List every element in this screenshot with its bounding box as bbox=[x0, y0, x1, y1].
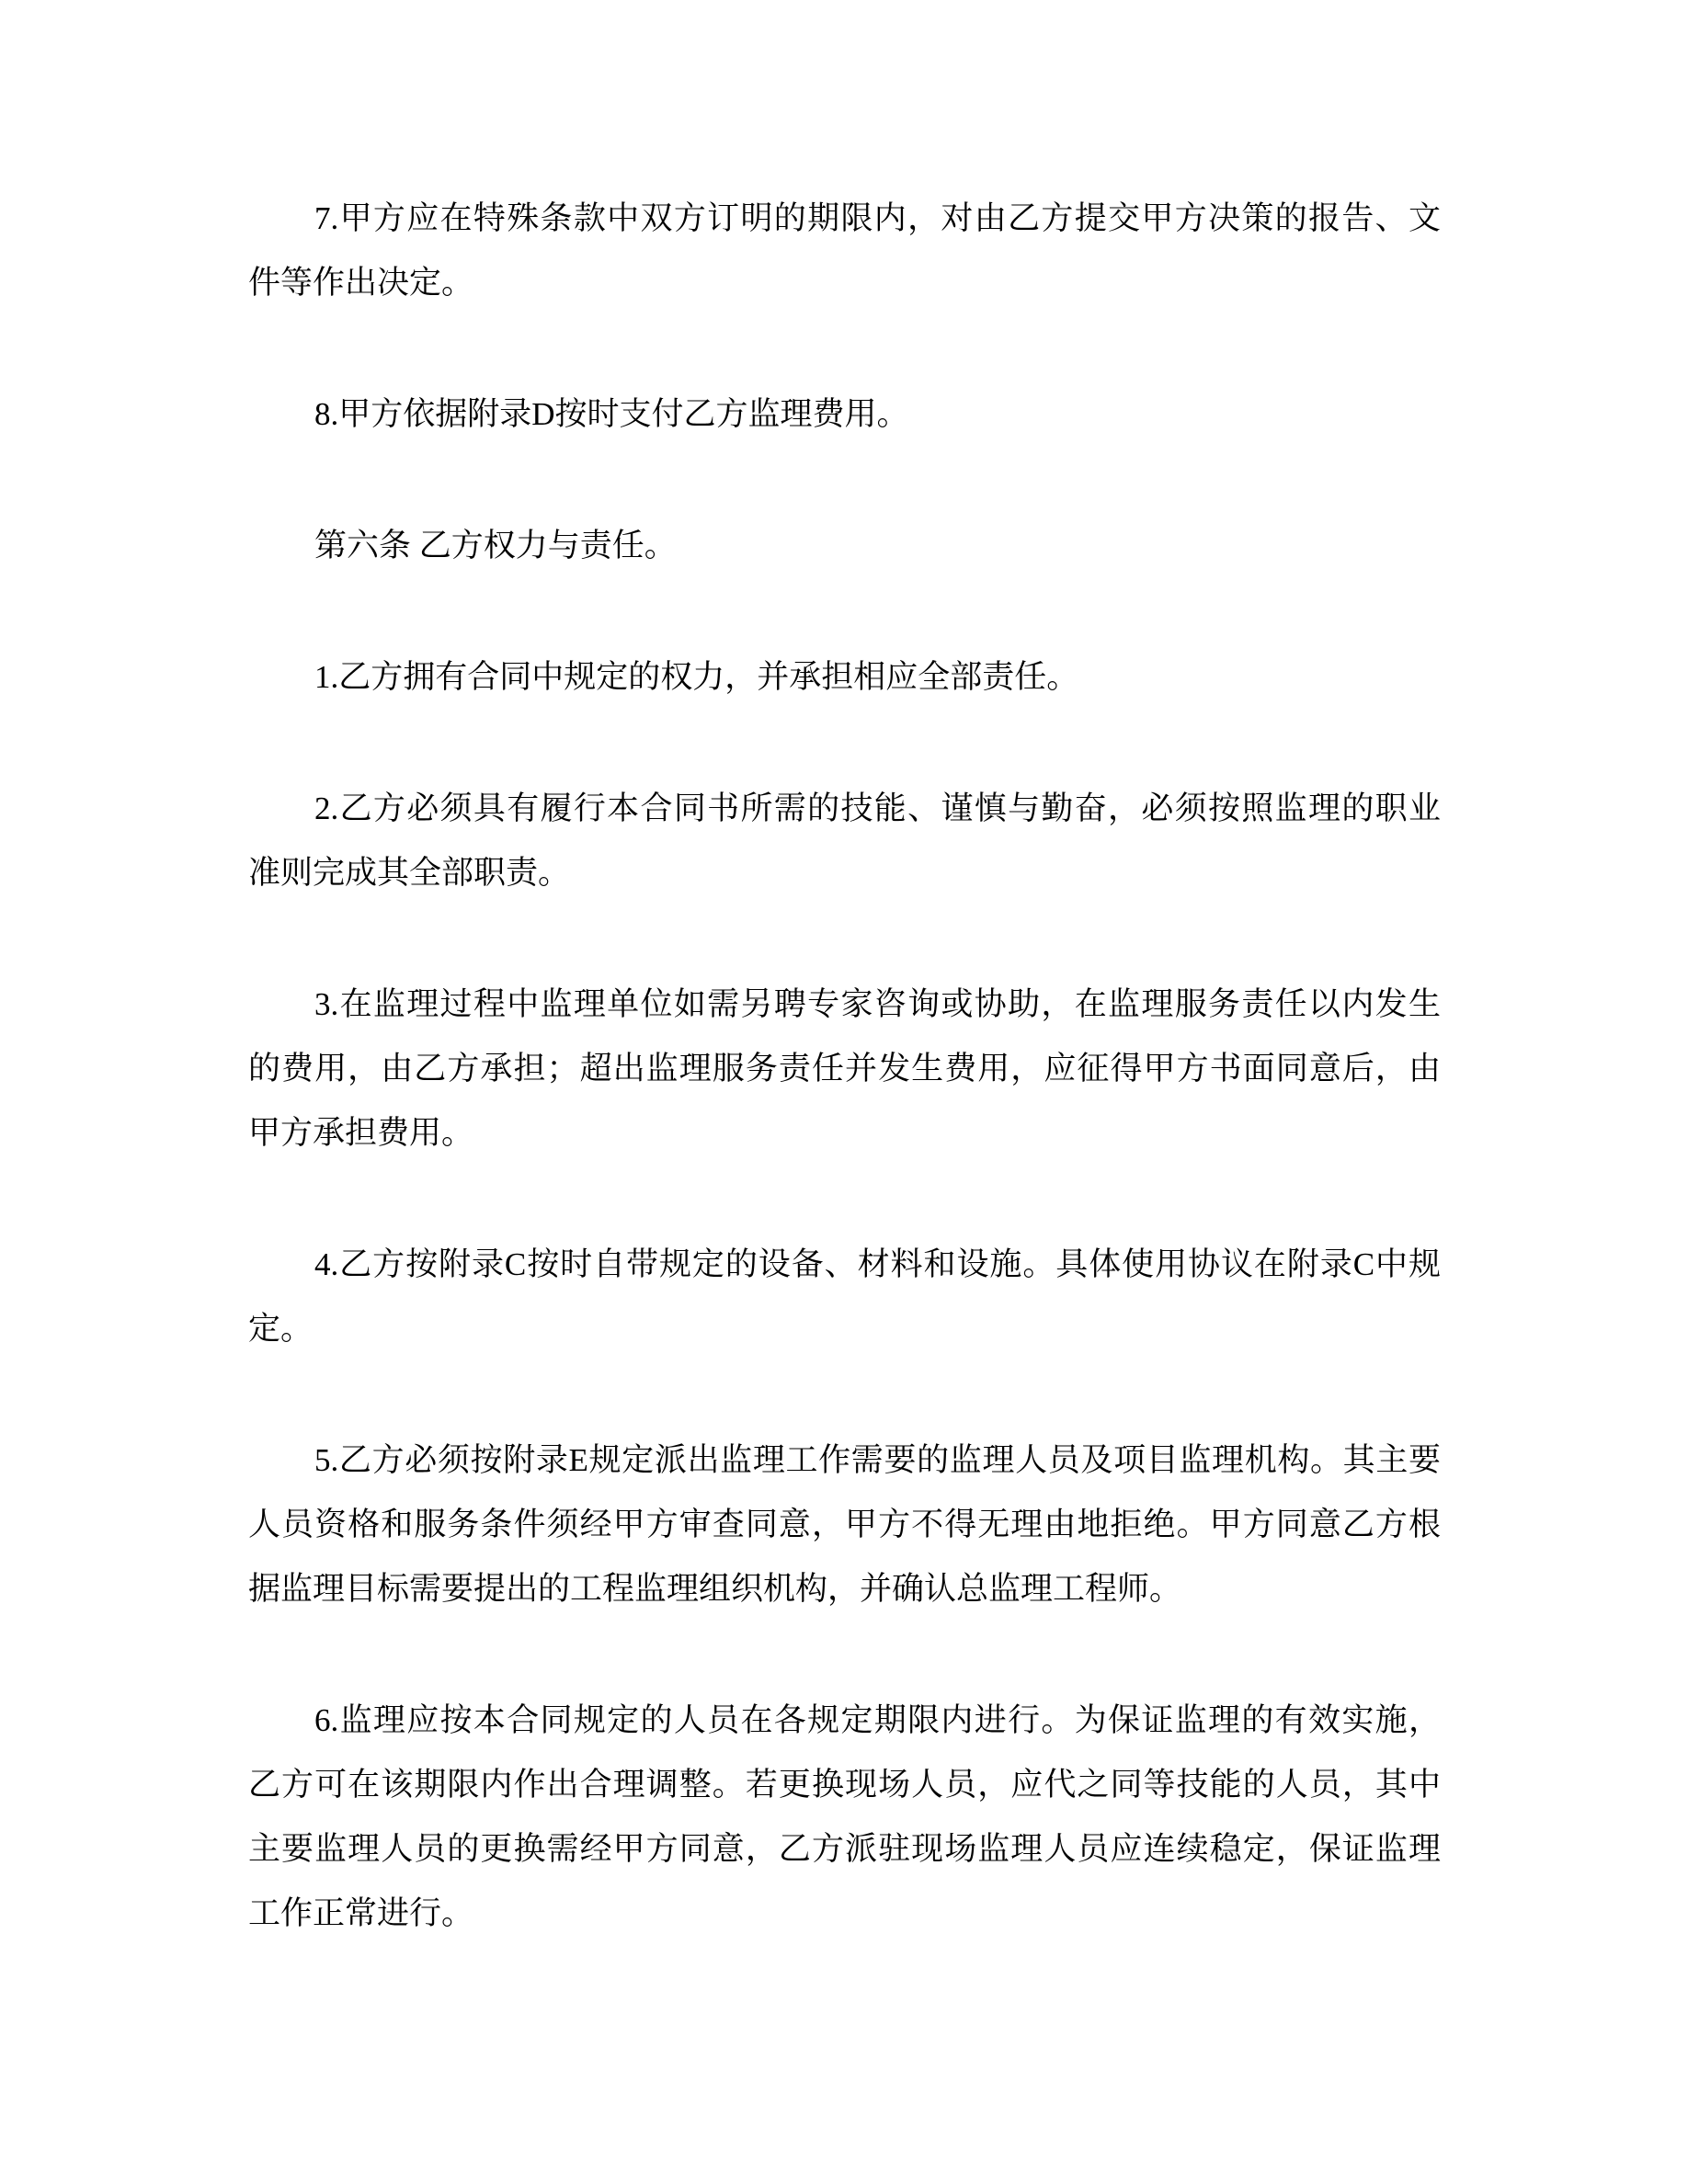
clause-8 bbox=[248, 382, 1441, 447]
document-body bbox=[248, 187, 1441, 1946]
text-line: 6.监理应按本合同规定的人员在各规定期限内进行。为保证监理的有效实施， bbox=[314, 1702, 1441, 1738]
text-line: 定。 bbox=[248, 1311, 314, 1347]
text-line: 主要监理人员的更换需经甲方同意，乙方派驻现场监理人员应连续稳定，保证监理 bbox=[248, 1831, 1441, 1867]
text-line: 1.乙方拥有合同中规定的权力，并承担相应全部责任。 bbox=[314, 659, 1079, 695]
text-line: 人员资格和服务条件须经甲方审查同意，甲方不得无理由地拒绝。甲方同意乙方根 bbox=[248, 1507, 1441, 1542]
article-6-item-6 bbox=[248, 1689, 1441, 1946]
text-line: 4.乙方按附录C按时自带规定的设备、材料和设施。具体使用协议在附录C中规 bbox=[314, 1246, 1441, 1282]
text-line: 的费用，由乙方承担；超出监理服务责任并发生费用，应征得甲方书面同意后，由 bbox=[248, 1051, 1441, 1086]
article-6-item-2 bbox=[248, 777, 1441, 905]
text-line: 第六条 乙方权力与责任。 bbox=[314, 528, 677, 563]
text-line: 3.在监理过程中监理单位如需另聘专家咨询或协助，在监理服务责任以内发生 bbox=[314, 986, 1441, 1022]
article-6-item-3 bbox=[248, 973, 1441, 1166]
article-6-item-1 bbox=[248, 645, 1441, 710]
text-line: 件等作出决定。 bbox=[248, 265, 474, 301]
article-6-item-5 bbox=[248, 1428, 1441, 1621]
article-6-heading bbox=[248, 514, 1441, 578]
text-line: 甲方承担费用。 bbox=[248, 1115, 474, 1151]
text-line: 8.甲方依据附录D按时支付乙方监理费用。 bbox=[314, 396, 909, 432]
text-line: 据监理目标需要提出的工程监理组织机构，并确认总监理工程师。 bbox=[248, 1571, 1182, 1607]
clause-7 bbox=[248, 187, 1441, 315]
text-line: 准则完成其全部职责。 bbox=[248, 855, 571, 891]
article-6-item-4 bbox=[248, 1233, 1441, 1361]
text-line: 工作正常进行。 bbox=[248, 1895, 474, 1931]
text-line: 5.乙方必须按附录E规定派出监理工作需要的监理人员及项目监理机构。其主要 bbox=[314, 1442, 1441, 1478]
text-line: 2.乙方必须具有履行本合同书所需的技能、谨慎与勤奋，必须按照监理的职业 bbox=[314, 791, 1441, 826]
text-line: 乙方可在该期限内作出合理调整。若更换现场人员，应代之同等技能的人员，其中 bbox=[248, 1767, 1441, 1803]
text-line: 7.甲方应在特殊条款中双方订明的期限内，对由乙方提交甲方决策的报告、文 bbox=[314, 200, 1441, 236]
